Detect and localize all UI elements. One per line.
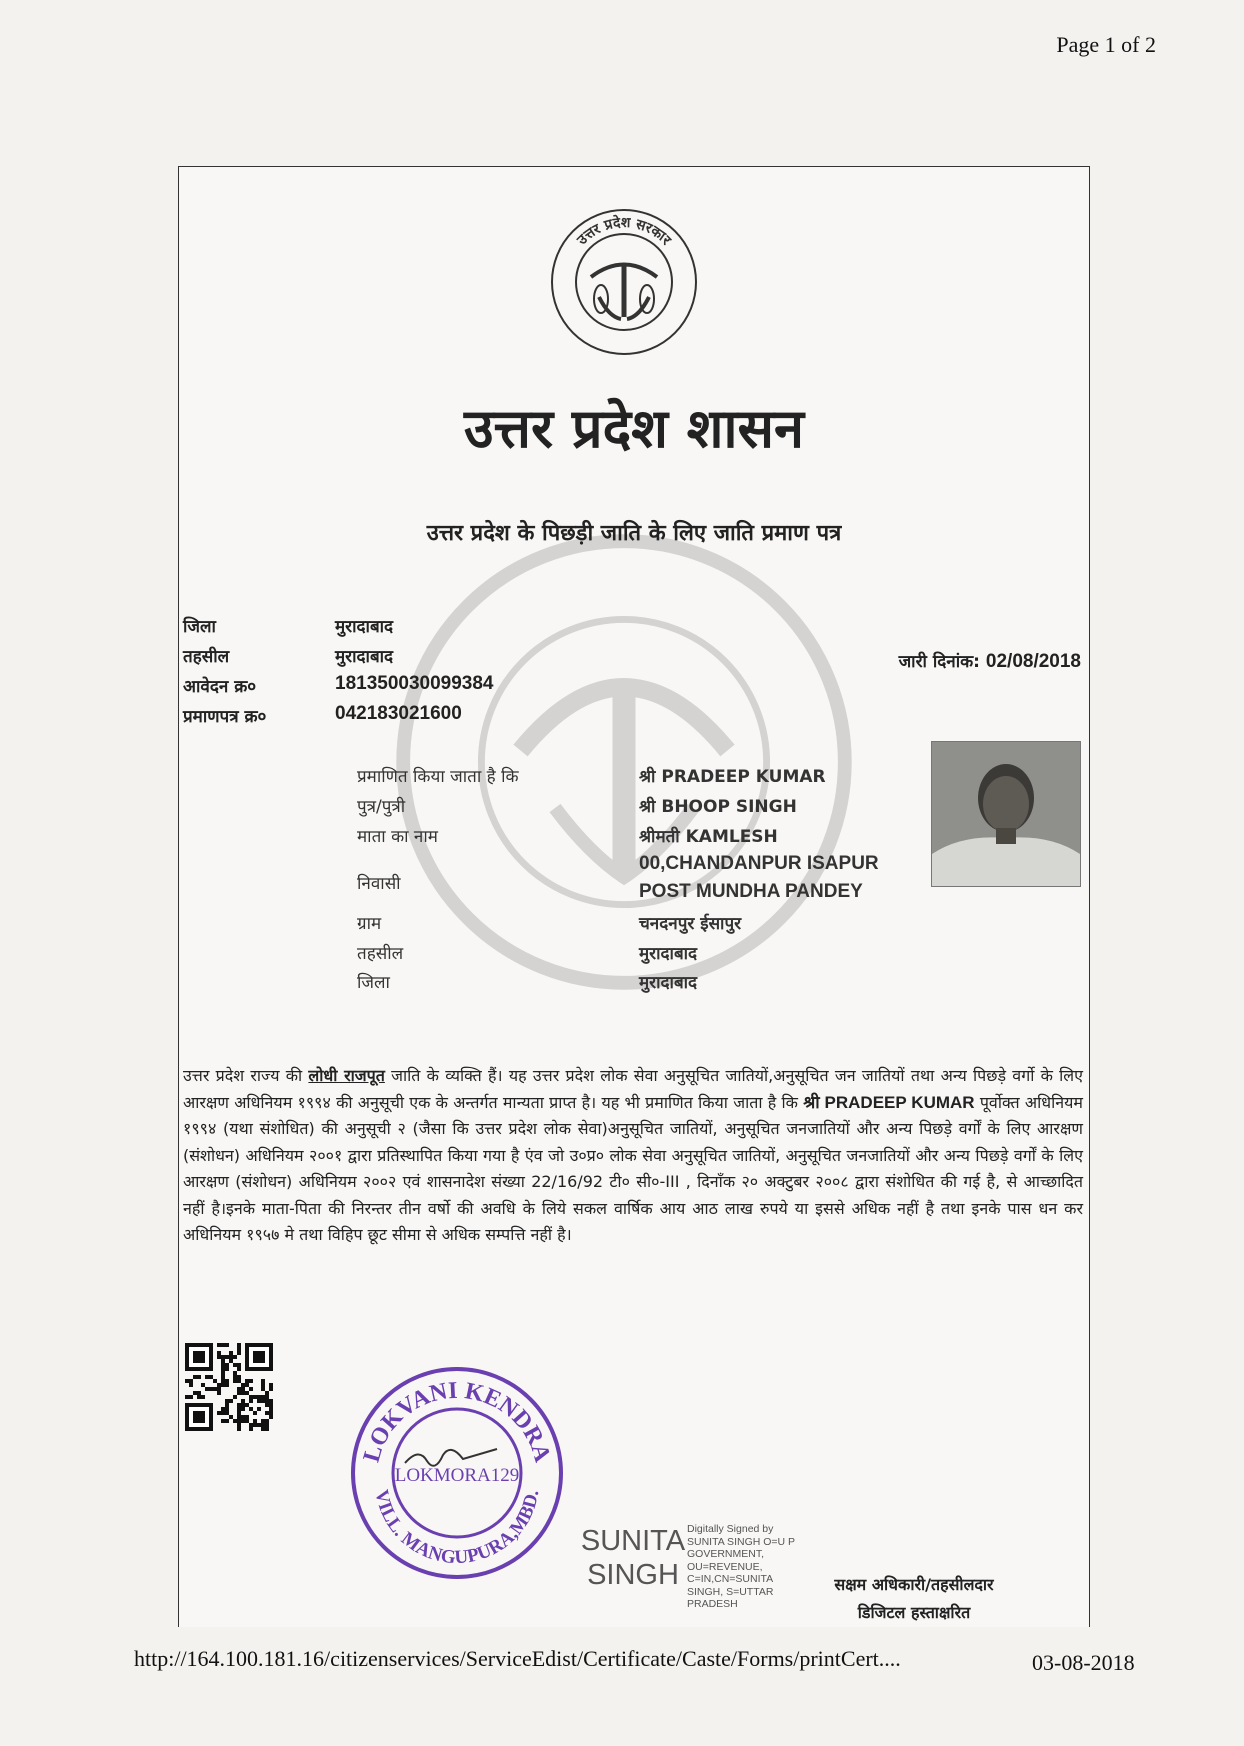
certificate-subtitle: उत्तर प्रदेश के पिछड़ी जाति के लिए जाति प्रमाण पत्र (426, 521, 842, 546)
certificate-body (183, 1063, 1083, 1249)
sig-detail-line: Digitally Signed by (687, 1523, 774, 1535)
body-text-2b: पूर्वोक्त अधिनियम १९९४ (यथा संशोधित) की अनुसूची २ (जैसा कि उत्तर प्रदेश लोक सेवा)अनुसूचित जातियों, अनुसूचित जनजातियों और अन्य पिछड़े वर्गों के लिए आरक्षण (संशोधन) अधिनियम २००१ द्वारा प्रतिस्थापित किया गया है एंव जो उ०प्र० लोक सेवा अनुसूचित जातियों, अनुसूचित जनजातियों और अन्य पिछड़े वर्गों के लिए आरक्षण (संशोधन) अधिनियम २००२ एवं शासनादेश संख्या 22/16/92 टी० सी०-III , दिनाँक २० अक्टुबर २००८ द्वारा संशोधित की गई है, से आच्छादित नहीं है।इनके माता-पिता की निरन्तर तीन वर्षो की अवधि के लिये सकल वार्षिक आय आठ लाख रुपये या इससे अधिक नहीं है तथा इनके पास धन कर अधिनियम १९५७ मे तथा विहिप छूट सीमा से अधिक सम्पत्ति नहीं है। (183, 1092, 1084, 1244)
footer-url: http://164.100.181.16/citizenservices/ServiceEdist/Certificate/Caste/Forms/printCert.... (134, 1646, 901, 1671)
signer-name-line2: SINGH (587, 1559, 679, 1591)
applicant-photo (931, 741, 1081, 887)
issue-date (899, 649, 1081, 673)
tehsil-value: मुरादाबाद (639, 944, 698, 964)
address-line-1: 00,CHANDANPUR ISAPUR (639, 853, 879, 874)
district-label: जिला (357, 973, 390, 993)
residence-label: निवासी (357, 874, 401, 894)
page-number: Page 1 of 2 (1056, 32, 1156, 57)
stamp-bottom-text: VILL. MANGUPURA,MBD. (370, 1487, 544, 1569)
village-label: ग्राम (357, 914, 382, 934)
meta-label-tehsil: तहसील (183, 647, 230, 667)
page-title: उत्तर प्रदेश शासन (464, 396, 804, 460)
signer-name (573, 1524, 693, 1592)
handwritten-signature (405, 1449, 497, 1466)
sig-detail-line: C=IN,CN=SUNITA (687, 1573, 774, 1585)
meta-value-district: मुरादाबाद (335, 617, 394, 637)
person-photo-icon (932, 742, 1080, 886)
caste-name: लोधी राजपूत (308, 1066, 385, 1085)
meta-label-application-no: आवेदन क्र० (183, 677, 257, 697)
sig-detail-line: SINGH, S=UTTAR (687, 1585, 774, 1598)
relation-label: पुत्र/पुत्री (357, 797, 406, 817)
tehsil-label: तहसील (357, 944, 404, 964)
father-name: श्री BHOOP SINGH (639, 797, 797, 817)
issuing-officer (809, 1571, 1019, 1627)
certificate-frame (178, 166, 1090, 1627)
lokvani-kendra-stamp (347, 1363, 567, 1583)
sig-detail-line: SUNITA SINGH O=U P (687, 1535, 796, 1548)
district-value: मुरादाबाद (639, 973, 698, 993)
village-value: चनदनपुर ईसापुर (639, 914, 742, 934)
body-text-2a: यह भी प्रमाणित किया जाता है कि (601, 1092, 804, 1112)
issue-date-label: जारी दिनांक: (898, 652, 980, 672)
officer-subtitle: डिजिटल हस्ताक्षरित (857, 1603, 971, 1622)
sig-detail-line: GOVERNMENT, (687, 1548, 765, 1560)
digital-signature-details (687, 1523, 827, 1611)
meta-value-certificate-no: 042183021600 (335, 703, 462, 724)
officer-title: सक्षम अधिकारी/तहसीलदार (834, 1575, 994, 1594)
signer-name-line1: SUNITA (580, 1525, 686, 1557)
stamp-center-text: LOKMORA129 (394, 1465, 520, 1486)
certify-label: प्रमाणित किया जाता है कि (357, 767, 519, 787)
meta-value-tehsil: मुरादाबाद (335, 647, 394, 667)
body-text-1b: जाति के व्यक्ति हैं। यह उत्तर प्रदेश लोक सेवा अनुसूचित जातियों,अनुसूचित जन जातियों तथा अन्य पिछड़े वर्गो के लिए आरक्षण अधिनियम १९९४ की अनुसूची एक के अन्तर्गत मान्यता प्राप्त है। (183, 1066, 1083, 1112)
qr-code-icon (185, 1343, 273, 1431)
mother-label: माता का नाम (357, 827, 438, 847)
sig-detail-line: OU=REVENUE, (687, 1560, 763, 1573)
footer-date: 03-08-2018 (1032, 1650, 1135, 1675)
body-applicant-name: श्री PRADEEP KUMAR (803, 1092, 975, 1112)
meta-value-application-no: 181350030099384 (335, 673, 494, 694)
watermark-emblem-icon (394, 532, 854, 992)
address-line-2: POST MUNDHA PANDEY (639, 881, 863, 902)
body-text-1a: उत्तर प्रदेश राज्य की (183, 1066, 309, 1085)
mother-name: श्रीमती KAMLESH (639, 827, 778, 847)
sig-detail-line: PRADESH (687, 1598, 738, 1610)
emblem-text: उत्तर प्रदेश सरकार (574, 214, 674, 249)
applicant-name: श्री PRADEEP KUMAR (639, 767, 826, 787)
stamp-top-text: LOKVANI KENDRA (358, 1377, 556, 1466)
up-government-emblem-icon (549, 207, 699, 357)
meta-label-certificate-no: प्रमाणपत्र क्र० (183, 707, 267, 727)
issue-date-value: 02/08/2018 (985, 651, 1081, 672)
meta-label-district: जिला (183, 617, 216, 637)
